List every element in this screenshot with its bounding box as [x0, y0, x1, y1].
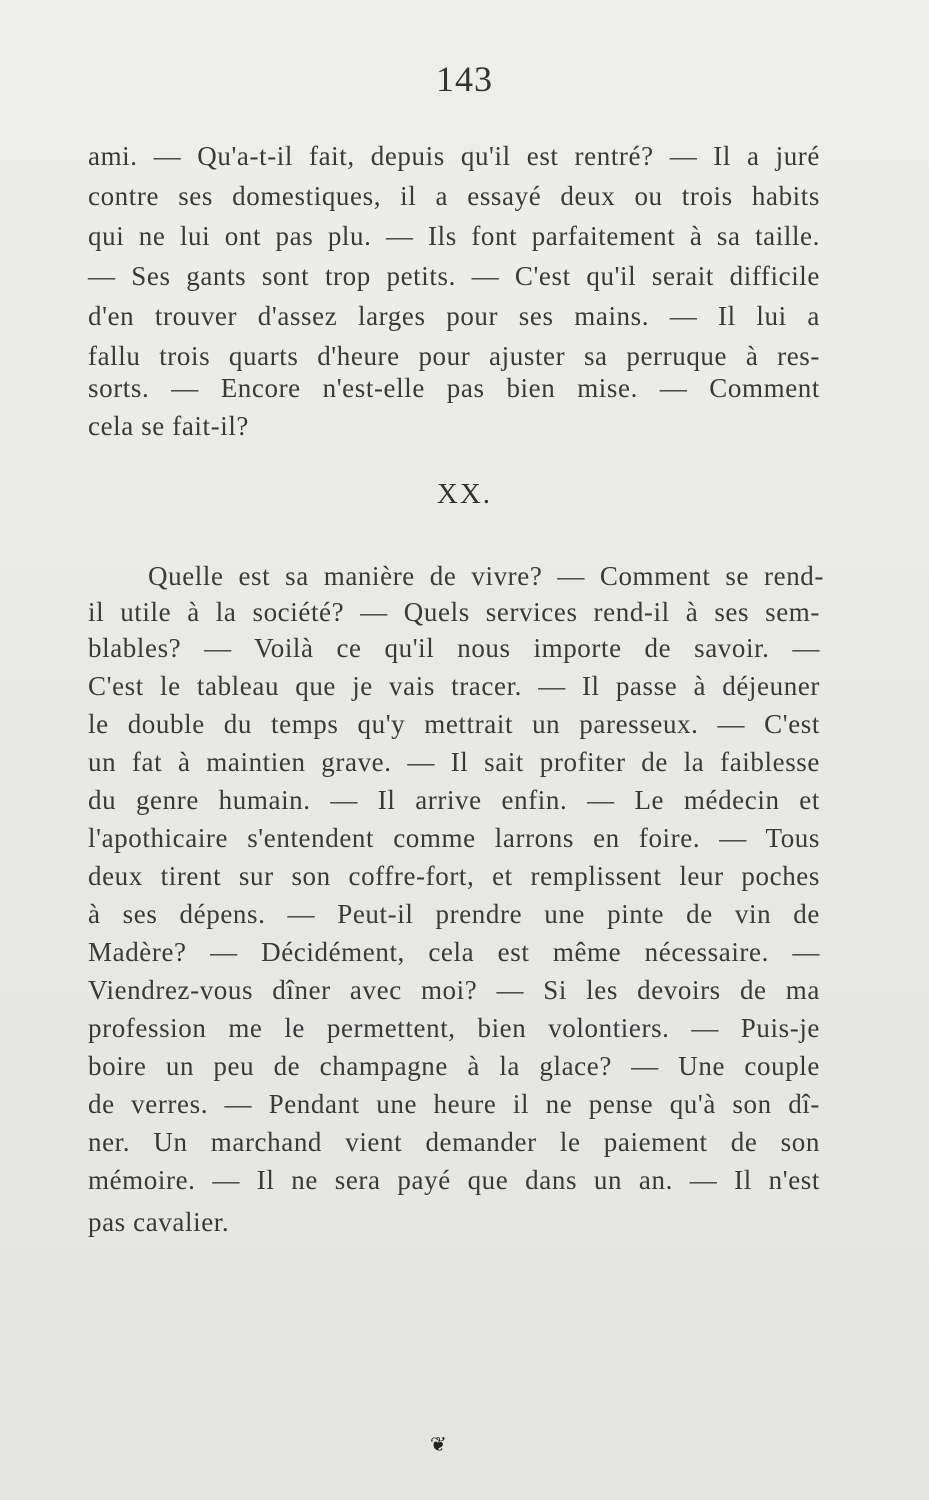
text-line: le double du temps qu'y mettrait un paresseux. — C'est — [88, 709, 820, 739]
text-line: contre ses domestiques, il a essayé deux ou trois habits — [88, 181, 820, 211]
text-line: de verres. — Pendant une heure il ne pense qu'à son dî- — [88, 1089, 820, 1119]
text-line: cela se fait-il? — [88, 411, 250, 441]
text-line: d'en trouver d'assez larges pour ses mains. — Il lui a — [88, 301, 820, 331]
text-line: pas cavalier. — [88, 1207, 230, 1237]
text-line: l'apothicaire s'entendent comme larrons en foire. — Tous — [88, 823, 820, 853]
text-line: du genre humain. — Il arrive enfin. — Le médecin et — [88, 785, 820, 815]
text-line: ner. Un marchand vient demander le paiement de son — [88, 1127, 820, 1157]
text-line: ami. — Qu'a-t-il fait, depuis qu'il est rentré? — Il a juré — [88, 141, 820, 171]
printer-mark-icon: ❦ — [430, 1434, 447, 1456]
page-number: 143 — [436, 59, 493, 99]
text-line: profession me le permettent, bien volontiers. — Puis-je — [88, 1013, 820, 1043]
text-line: — Ses gants sont trop petits. — C'est qu'il serait difficile — [88, 261, 820, 291]
text-line: boire un peu de champagne à la glace? — Une couple — [88, 1051, 820, 1081]
text-line: Viendrez-vous dîner avec moi? — Si les devoirs de ma — [88, 975, 820, 1005]
text-line: Quelle est sa manière de vivre? — Comment se rend- — [148, 561, 824, 591]
text-line: qui ne lui ont pas plu. — Ils font parfaitement à sa taille. — [88, 221, 820, 251]
text-line: blables? — Voilà ce qu'il nous importe de savoir. — — [88, 633, 820, 663]
text-line: sorts. — Encore n'est-elle pas bien mise. — Comment — [88, 373, 820, 403]
section-heading: XX. — [436, 478, 493, 510]
text-line: un fat à maintien grave. — Il sait profiter de la faiblesse — [88, 747, 820, 777]
text-line: Madère? — Décidément, cela est même nécessaire. — — [88, 937, 820, 967]
text-line: à ses dépens. — Peut-il prendre une pinte de vin de — [88, 899, 820, 929]
text-line: deux tirent sur son coffre-fort, et remplissent leur poches — [88, 861, 820, 891]
text-line: C'est le tableau que je vais tracer. — Il passe à déjeuner — [88, 671, 820, 701]
text-line: mémoire. — Il ne sera payé que dans un an. — Il n'est — [88, 1165, 820, 1195]
text-line: il utile à la société? — Quels services rend-il à ses sem- — [88, 597, 820, 627]
text-line: fallu trois quarts d'heure pour ajuster sa perruque à res- — [88, 341, 820, 371]
